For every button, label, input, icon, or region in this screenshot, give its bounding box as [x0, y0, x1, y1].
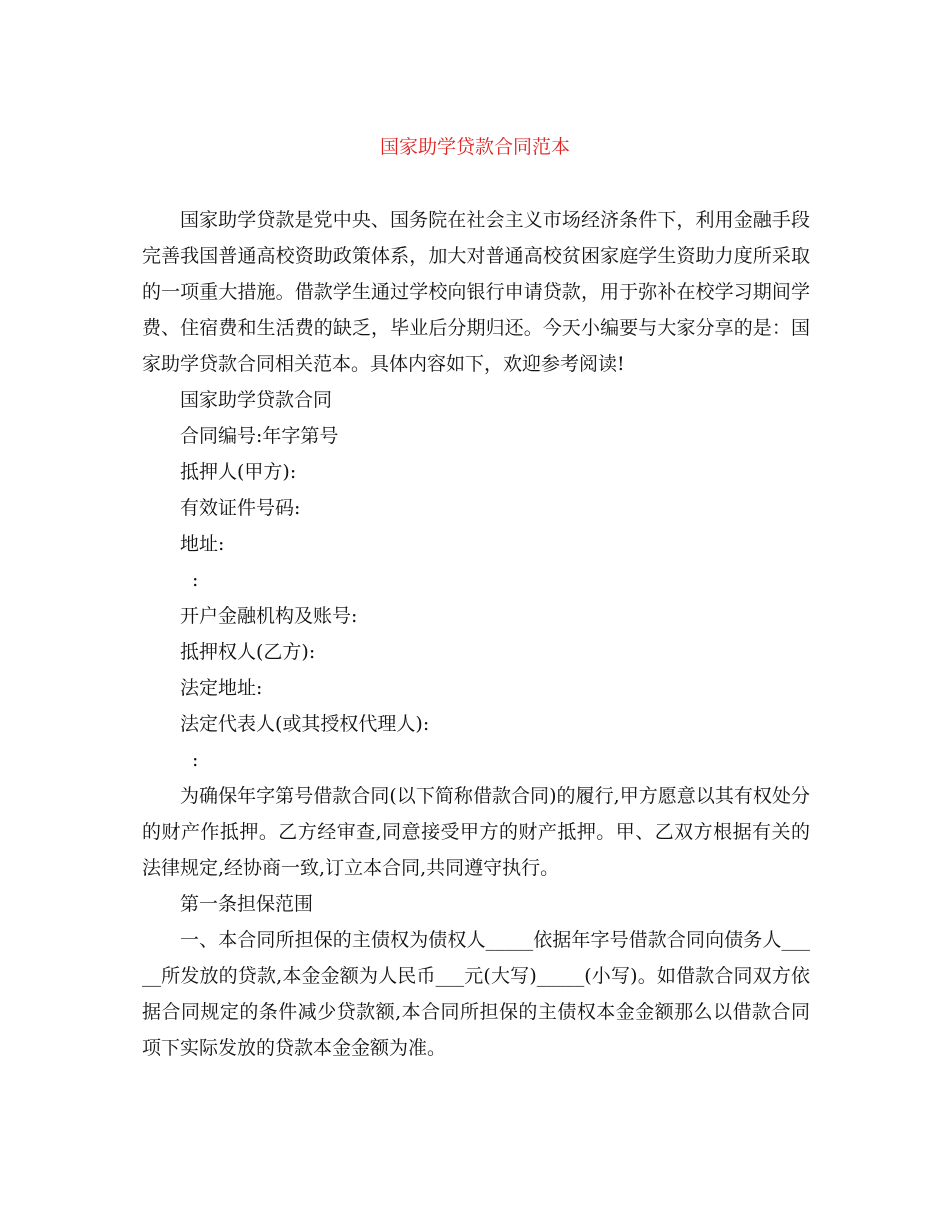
id-number-line: 有效证件号码:	[180, 497, 301, 519]
bank-account-line: 开户金融机构及账号:	[180, 605, 358, 627]
legal-address-line: 法定地址:	[180, 677, 263, 699]
address-line: 地址:	[180, 533, 225, 555]
contract-name: 国家助学贷款合同	[180, 389, 333, 411]
document-title: 国家助学贷款合同范本	[379, 136, 570, 158]
document-body	[142, 202, 810, 1066]
contract-number: 合同编号:年字第号	[180, 425, 339, 447]
mortgagee-line: 抵押权人(乙方):	[180, 641, 316, 663]
preamble-paragraph: 为确保年字第号借款合同(以下简称借款合同)的履行,甲方愿意以其有权处分的财产作抵押。乙方经审查,同意接受甲方的财产抵押。甲、乙双方根据有关的法律规定,经协商一致,订立本合同,共同遵守执行。	[142, 785, 810, 879]
article-heading: 第一条担保范围	[180, 893, 314, 915]
blank-colon-line: :	[192, 569, 199, 591]
legal-representative-line: 法定代表人(或其授权代理人):	[180, 713, 430, 735]
intro-paragraph: 国家助学贷款是党中央、国务院在社会主义市场经济条件下，利用金融手段完善我国普通高校资助政策体系，加大对普通高校贫困家庭学生资助力度所采取的一项重大措施。借款学生通过学校向银行申请贷款，用于弥补在校学习期间学费、住宿费和生活费的缺乏，毕业后分期归还。今天小编要与大家分享的是：国家助学贷款合同相关范本。具体内容如下，欢迎参考阅读!	[142, 209, 810, 375]
blank-colon-line: :	[192, 749, 199, 771]
mortgagor-line: 抵押人(甲方):	[180, 461, 297, 483]
clause-paragraph: 一、本合同所担保的主债权为债权人_____依据年字号借款合同向债务人_____所发放的贷款,本金金额为人民币___元(大写)_____(小写)。如借款合同双方依据合同规定的条件减少贷款额,本合同所担保的主债权本金金额那么以借款合同项下实际发放的贷款本金金额为准。	[142, 929, 810, 1059]
